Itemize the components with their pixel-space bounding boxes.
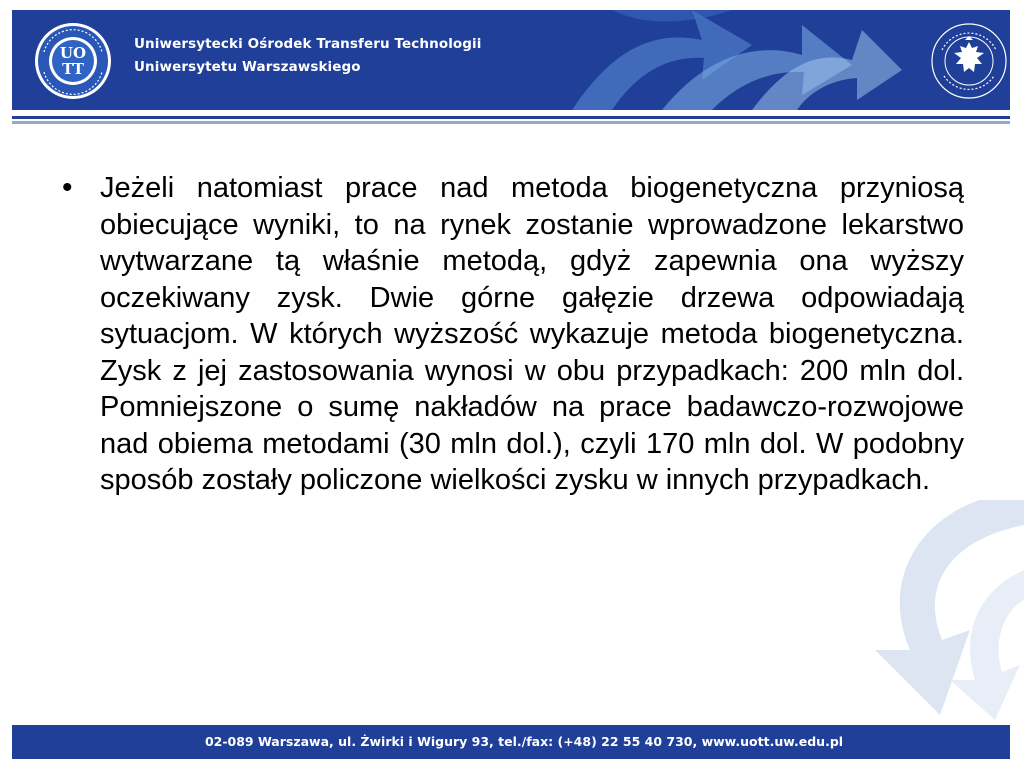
svg-text:TT: TT	[62, 60, 84, 78]
svg-text:UO: UO	[59, 44, 87, 62]
bullet-item	[62, 170, 964, 499]
footer-bar	[12, 725, 1010, 759]
slide-content	[62, 170, 964, 499]
header-rule-light	[12, 121, 1010, 124]
bullet-marker: •	[62, 171, 73, 204]
org-name-line1: Uniwersytecki Ośrodek Transferu Technologii	[134, 36, 482, 52]
org-name-line2: Uniwersytetu Warszawskiego	[134, 59, 361, 75]
bullet-paragraph: Jeżeli natomiast prace nad metoda biogenetyczna przyniosą obiecujące wyniki, to na rynek zostanie wprowadzone lekarstwo wytwarzane tą właśnie metodą, gdyż zapewnia ona wyższy oczekiwany zysk. Dwie górne gałęzie drzewa odpowiadają sytuacjom. W których wyższość wykazuje metoda biogenetyczna. Zysk z jej zastosowania wynosi w obu przypadkach: 200 mln dol. Pomniejszone o sumę nakładów na prace badawczo-rozwojowe nad obiema metodami (30 mln dol.), czyli 170 mln dol. W podobny sposób zostały policzone wielkości zysku w innych przypadkach.	[100, 172, 964, 496]
background-arrow-decoration-icon	[780, 480, 1024, 720]
header-rule-dark	[12, 116, 1010, 119]
footer-address: 02-089 Warszawa, ul. Żwirki i Wigury 93, tel./fax: (+48) 22 55 40 730, www.uott.uw.edu.pl	[204, 734, 844, 749]
uott-logo-icon	[34, 22, 112, 100]
university-of-warsaw-eagle-icon	[930, 22, 1008, 100]
header-banner	[12, 10, 1010, 110]
